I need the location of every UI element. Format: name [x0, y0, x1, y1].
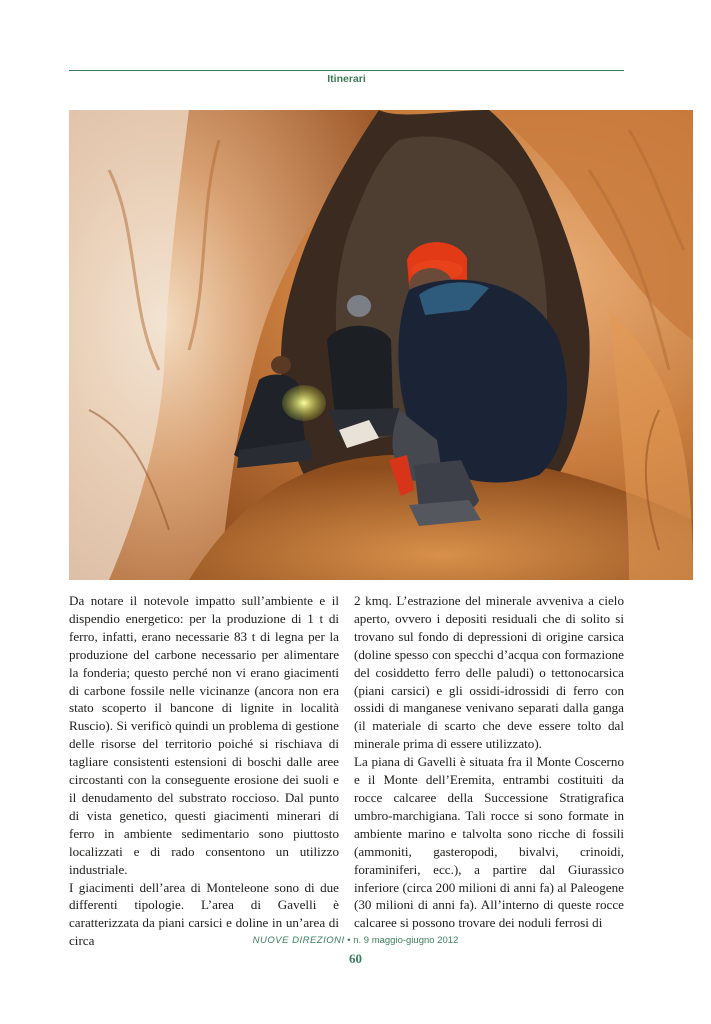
- paragraph: Da notare il notevole impatto sull’ambiente e il dispendio energetico: per la produzione di 1 t di ferro, infatti, erano necessarie 83 t di legna per la produzione del carbone necessario per alimentare la fonderia; questo perché non vi erano giacimenti di carbone fossile nelle vicinanze (ancora non era stato scoperto il bancone di lignite in località Ruscio). Si verificò quindi un problema di gestione delle risorse del territorio poiché si rischiava di tagliare consistenti estensioni di boschi dalle aree circostanti con la conseguente erosione dei suoli e il denudamento del substrato roccioso. Dal punto di vista genetico, questi giacimenti minerari di ferro in ambiente sedimentario sono piuttosto localizzati e di rado consentono un utilizzo industriale.: [69, 593, 339, 877]
- header-rule: [69, 70, 624, 71]
- page-number: 60: [349, 951, 362, 966]
- paragraph: I giacimenti dell’area di Monteleone sono di due differenti tipologie. L’area di Gavelli è caratterizzata da piani carsici e doline in un’area di circa: [69, 879, 339, 949]
- cave-photo: [69, 110, 693, 580]
- section-label: Itinerari: [327, 73, 366, 85]
- paragraph: 2 kmq. L’estrazione del minerale avveniva a cielo aperto, ovvero i depositi residuali che di solito si trovano sul fondo di depressioni di origine carsica (doline spesso con specchi d’acqua con formazione del cosiddetto ferro delle paludi) o tettonocarsica (piani carsici) e gli ossidi-idrossidi di ferro con ossidi di manganese venivano separati dalla ganga (il materiale di scarto che deve essere tolto dal minerale prima di essere utilizzato).: [354, 593, 624, 752]
- text-column-left: [69, 592, 339, 950]
- issue-info: n. 9 maggio-giugno 2012: [353, 935, 459, 946]
- text-column-right: [354, 592, 624, 932]
- footer-journal-line: [0, 935, 711, 946]
- journal-name: NUOVE DIREZIONI: [252, 935, 345, 946]
- paragraph: La piana di Gavelli è situata fra il Monte Coscerno e il Monte dell’Eremita, entrambi costituiti da rocce calcaree della Successione Stratigrafica umbro-marchigiana. Tali rocce si sono formate in ambiente marino e talvolta sono ricche di fossili (ammoniti, gasteropodi, bivalvi, crinoidi, foraminiferi, ecc.), a partire dal Giurassico inferiore (circa 200 milioni di anni fa) al Paleogene (30 milioni di anni fa). All’interno di queste rocce calcaree si possono trovare dei noduli ferrosi di: [354, 754, 624, 931]
- footer-separator: •: [344, 935, 354, 946]
